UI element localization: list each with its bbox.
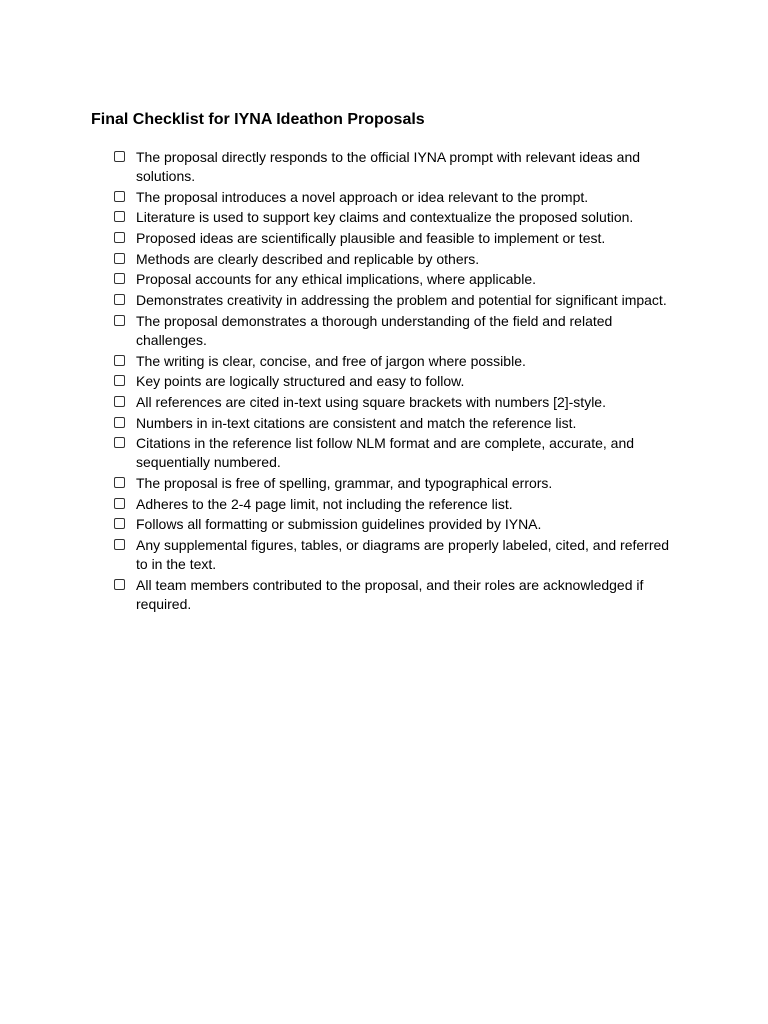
checklist-item-label: Proposed ideas are scientifically plausible and feasible to implement or test. <box>136 230 606 247</box>
checkbox-icon[interactable] <box>114 232 125 243</box>
checkbox-icon[interactable] <box>114 579 125 590</box>
checkbox-icon[interactable] <box>114 294 125 305</box>
page-title: Final Checklist for IYNA Ideathon Proposals <box>91 111 425 128</box>
checklist-item <box>114 495 684 514</box>
checkbox-icon[interactable] <box>114 477 125 488</box>
checklist-item-label: Citations in the reference list follow NLM format and are complete, accurate, and sequentially numbered. <box>136 435 635 471</box>
checklist-item <box>114 474 684 493</box>
checklist-item-label: Adheres to the 2-4 page limit, not including the reference list. <box>136 495 513 512</box>
checklist-item <box>114 229 684 248</box>
checklist-item-label: The proposal demonstrates a thorough understanding of the field and related challenges. <box>136 312 613 348</box>
checkbox-icon[interactable] <box>114 151 125 162</box>
checklist-item <box>114 352 684 371</box>
checkbox-icon[interactable] <box>114 375 125 386</box>
checklist-item-label: All team members contributed to the proposal, and their roles are acknowledged if required. <box>136 576 644 612</box>
checklist-item <box>114 312 684 350</box>
checkbox-icon[interactable] <box>114 211 125 222</box>
checklist-item-label: The proposal introduces a novel approach or idea relevant to the prompt. <box>136 188 589 205</box>
checklist-item-label: Numbers in in-text citations are consistent and match the reference list. <box>136 414 577 431</box>
checklist-item-label: The writing is clear, concise, and free of jargon where possible. <box>136 352 526 369</box>
checkbox-icon[interactable] <box>114 253 125 264</box>
checklist-item <box>114 515 684 534</box>
checklist-item-label: Follows all formatting or submission guidelines provided by IYNA. <box>136 516 542 533</box>
checklist-item-label: All references are cited in-text using square brackets with numbers [2]-style. <box>136 393 606 410</box>
checkbox-icon[interactable] <box>114 498 125 509</box>
checklist-item-label: The proposal directly responds to the official IYNA prompt with relevant ideas and solutions. <box>136 149 641 184</box>
checkbox-icon[interactable] <box>114 437 125 448</box>
checklist-item-label: Any supplemental figures, tables, or diagrams are properly labeled, cited, and referred to in the text. <box>136 537 670 572</box>
checklist-item <box>114 434 684 472</box>
checkbox-icon[interactable] <box>114 539 125 550</box>
checklist-item <box>114 270 684 289</box>
checkbox-icon[interactable] <box>114 396 125 407</box>
checkbox-icon[interactable] <box>114 355 125 366</box>
checklist-item-label: The proposal is free of spelling, grammar, and typographical errors. <box>136 474 553 491</box>
checklist-item <box>114 414 684 433</box>
checkbox-icon[interactable] <box>114 191 125 202</box>
checklist-item <box>114 250 684 269</box>
checklist-item-label: Methods are clearly described and replicable by others. <box>136 250 480 267</box>
checklist-item-label: Literature is used to support key claims and contextualize the proposed solution. <box>136 209 634 226</box>
checkbox-icon[interactable] <box>114 273 125 284</box>
checklist-item <box>114 393 684 412</box>
checklist-item <box>114 148 684 186</box>
checkbox-icon[interactable] <box>114 417 125 428</box>
checklist <box>114 148 684 615</box>
checklist-item <box>114 576 684 614</box>
checklist-item <box>114 372 684 391</box>
checklist-item <box>114 536 684 574</box>
checklist-item <box>114 291 684 310</box>
checkbox-icon[interactable] <box>114 518 125 529</box>
checklist-item <box>114 188 684 207</box>
checklist-item-label: Proposal accounts for any ethical implications, where applicable. <box>136 271 536 288</box>
checklist-item-label: Demonstrates creativity in addressing the problem and potential for significant impact. <box>136 292 667 309</box>
checklist-item-label: Key points are logically structured and easy to follow. <box>136 373 465 390</box>
checklist-item <box>114 208 684 227</box>
checkbox-icon[interactable] <box>114 315 125 326</box>
